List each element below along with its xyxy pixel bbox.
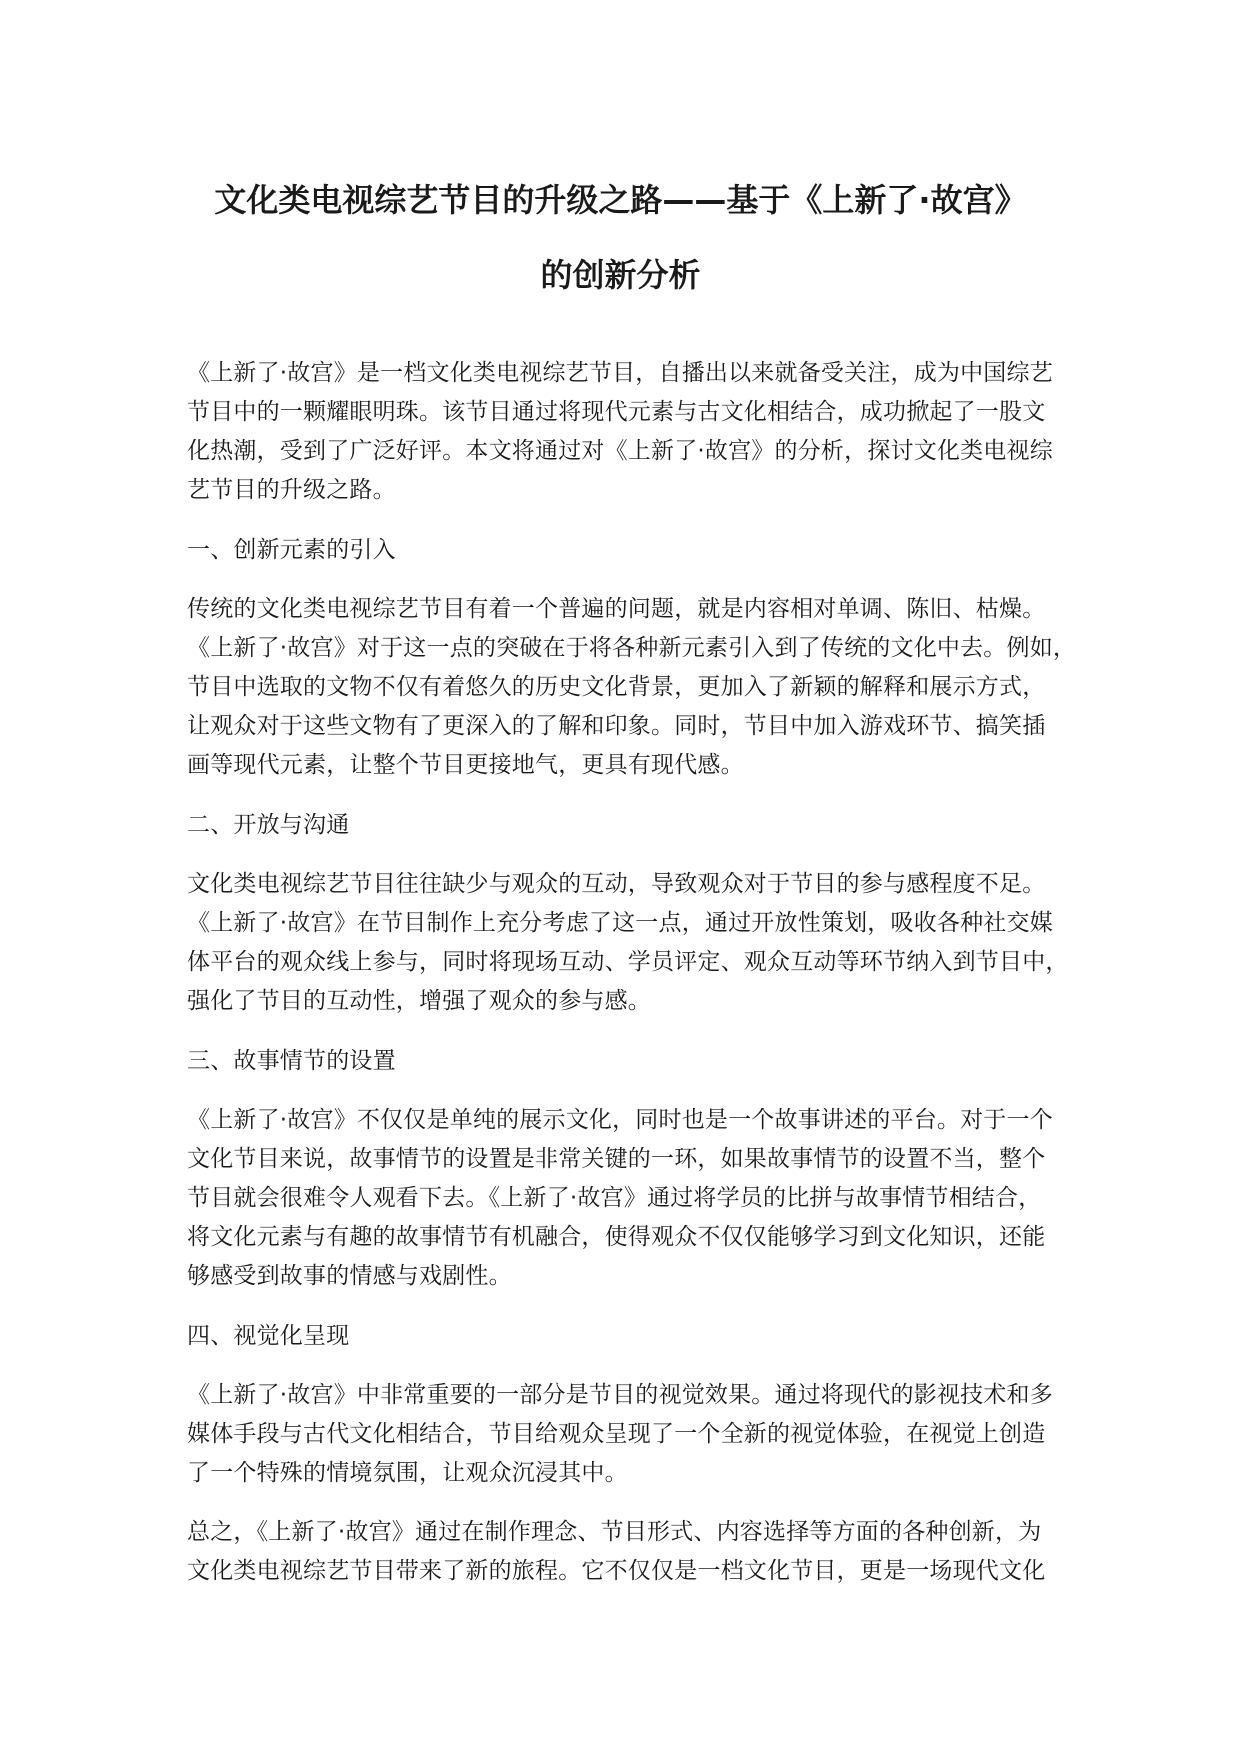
paragraph-4-line-5: 够感受到故事的情感与戏剧性。 [187, 1263, 512, 1289]
document-title-line-1: 文化类电视综艺节目的升级之路——基于《上新了·故宫》 [214, 181, 1027, 219]
paragraph-6-line-1: 总之，《上新了·故宫》通过在制作理念、节目形式、内容选择等方面的各种创新，为 [187, 1519, 1042, 1545]
document-title-line-2: 的创新分析 [540, 256, 701, 294]
paragraph-6-line-2: 文化类电视综艺节目带来了新的旅程。它不仅仅是一档文化节目，更是一场现代文化 [187, 1558, 1046, 1584]
paragraph-5-line-3: 了一个特殊的情境氛围，让观众沉浸其中。 [187, 1460, 628, 1486]
paragraph-4-line-2: 文化节目来说，故事情节的设置是非常关键的一环，如果故事情节的设置不当，整个 [187, 1146, 1046, 1172]
paragraph-4-line-4: 将文化元素与有趣的故事情节有机融合，使得观众不仅仅能够学习到文化知识，还能 [187, 1224, 1046, 1250]
paragraph-4-line-3: 节目就会很难令人观看下去。《上新了·故宫》通过将学员的比拼与故事情节相结合， [187, 1185, 1042, 1211]
paragraph-3-line-2: 《上新了·故宫》在节目制作上充分考虑了这一点，通过开放性策划，吸收各种社交媒 [187, 910, 1053, 936]
paragraph-1-line-2: 节目中的一颗耀眼明珠。该节目通过将现代元素与古文化相结合，成功掀起了一股文 [187, 399, 1046, 425]
paragraph-2-line-4: 让观众对于这些文物有了更深入的了解和印象。同时，节目中加入游戏环节、搞笑插 [187, 713, 1046, 739]
paragraph-2-line-5: 画等现代元素，让整个节目更接地气，更具有现代感。 [187, 752, 744, 778]
paragraph-3-line-1: 文化类电视综艺节目往往缺少与观众的互动，导致观众对于节目的参与感程度不足。 [187, 871, 1046, 897]
paragraph-5-line-1: 《上新了·故宫》中非常重要的一部分是节目的视觉效果。通过将现代的影视技术和多 [187, 1382, 1053, 1408]
paragraph-1-line-4: 艺节目的升级之路。 [187, 477, 396, 503]
paragraph-2-line-3: 节目中选取的文物不仅有着悠久的历史文化背景，更加入了新颖的解释和展示方式， [187, 674, 1046, 700]
paragraph-3-line-4: 强化了节目的互动性，增强了观众的参与感。 [187, 988, 651, 1014]
section-heading-1: 一、创新元素的引入 [187, 537, 396, 563]
section-heading-4: 四、视觉化呈现 [187, 1323, 350, 1349]
paragraph-2-line-2: 《上新了·故宫》对于这一点的突破在于将各种新元素引入到了传统的文化中去。例如， [187, 635, 1077, 661]
paragraph-3-line-3: 体平台的观众线上参与，同时将现场互动、学员评定、观众互动等环节纳入到节目中， [187, 949, 1069, 975]
paragraph-1-line-3: 化热潮，受到了广泛好评。本文将通过对《上新了·故宫》的分析，探讨文化类电视综 [187, 438, 1053, 464]
paragraph-4-line-1: 《上新了·故宫》不仅仅是单纯的展示文化，同时也是一个故事讲述的平台。对于一个 [187, 1107, 1053, 1133]
paragraph-5-line-2: 媒体手段与古代文化相结合，节目给观众呈现了一个全新的视觉体验，在视觉上创造 [187, 1421, 1046, 1447]
section-heading-3: 三、故事情节的设置 [187, 1048, 396, 1074]
paragraph-2-line-1: 传统的文化类电视综艺节目有着一个普遍的问题，就是内容相对单调、陈旧、枯燥。 [187, 596, 1046, 622]
section-heading-2: 二、开放与沟通 [187, 812, 350, 838]
paragraph-1-line-1: 《上新了·故宫》是一档文化类电视综艺节目，自播出以来就备受关注，成为中国综艺 [187, 360, 1053, 386]
